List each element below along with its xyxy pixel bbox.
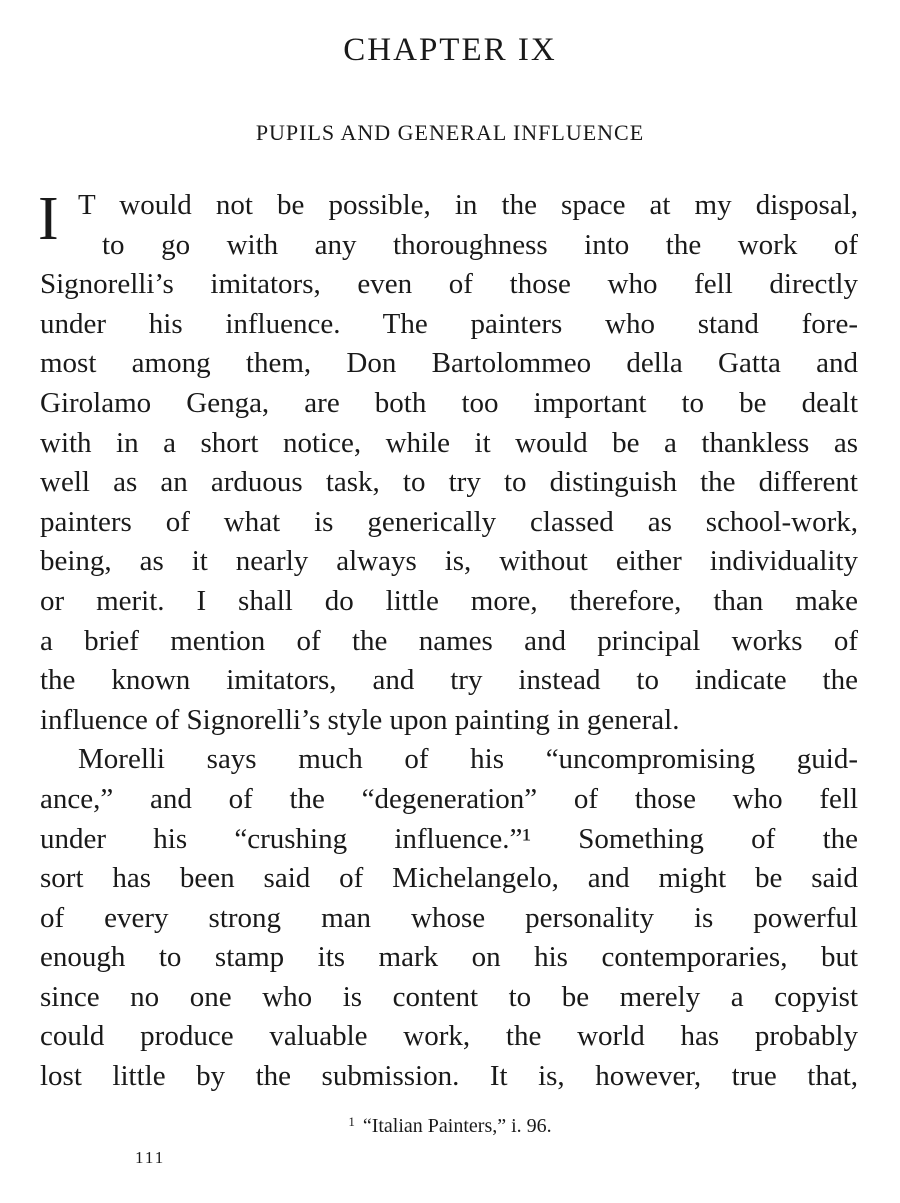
text-line: painters of what is generically classed as school-work,	[40, 505, 858, 538]
text-line: under his “crushing influence.”¹ Something of the	[40, 822, 858, 855]
text-line: Morelli says much of his “uncompromising guid-	[78, 743, 858, 776]
text-line: sort has been said of Michelangelo, and might be said	[40, 862, 858, 895]
body-text	[40, 186, 858, 1097]
text-line: being, as it nearly always is, without either individuality	[40, 545, 858, 578]
text-line: Girolamo Genga, are both too important to be dealt	[40, 386, 858, 419]
drop-cap: I	[38, 185, 59, 253]
text-line: since no one who is content to be merely a copyist	[40, 980, 858, 1013]
page-number: 111	[135, 1148, 166, 1167]
footnote	[0, 1108, 900, 1140]
text-line: lost little by the submission. It is, however, true that,	[40, 1060, 858, 1093]
text-line: T would not be possible, in the space at my disposal,	[78, 189, 858, 221]
text-line: under his influence. The painters who stand fore-	[40, 307, 858, 340]
text-line: most among them, Don Bartolommeo della Gatta and	[40, 347, 858, 380]
section-title: PUPILS AND GENERAL INFLUENCE	[255, 120, 645, 145]
text-line: well as an arduous task, to try to distinguish the different	[40, 466, 858, 499]
text-line: with in a short notice, while it would be a thankless as	[40, 426, 858, 459]
text-line: ance,” and of the “degeneration” of those who fell	[40, 782, 858, 815]
text-line: could produce valuable work, the world has probably	[40, 1020, 858, 1053]
text-line: influence of Signorelli’s style upon painting in general.	[40, 703, 680, 736]
text-line: of every strong man whose personality is powerful	[40, 901, 858, 934]
text-line: Signorelli’s imitators, even of those who fell directly	[40, 268, 858, 301]
text-line: a brief mention of the names and principal works of	[40, 624, 858, 657]
text-line: the known imitators, and try instead to indicate the	[40, 664, 858, 697]
text-line: to go with any thoroughness into the work of	[102, 228, 858, 261]
chapter-title: CHAPTER IX	[343, 32, 557, 68]
footnote-text: “Italian Painters,” i. 96.	[362, 1115, 552, 1137]
text-line: enough to stamp its mark on his contemporaries, but	[40, 941, 858, 974]
text-line: or merit. I shall do little more, therefore, than make	[40, 584, 858, 617]
footnote-marker: 1	[348, 1114, 355, 1129]
